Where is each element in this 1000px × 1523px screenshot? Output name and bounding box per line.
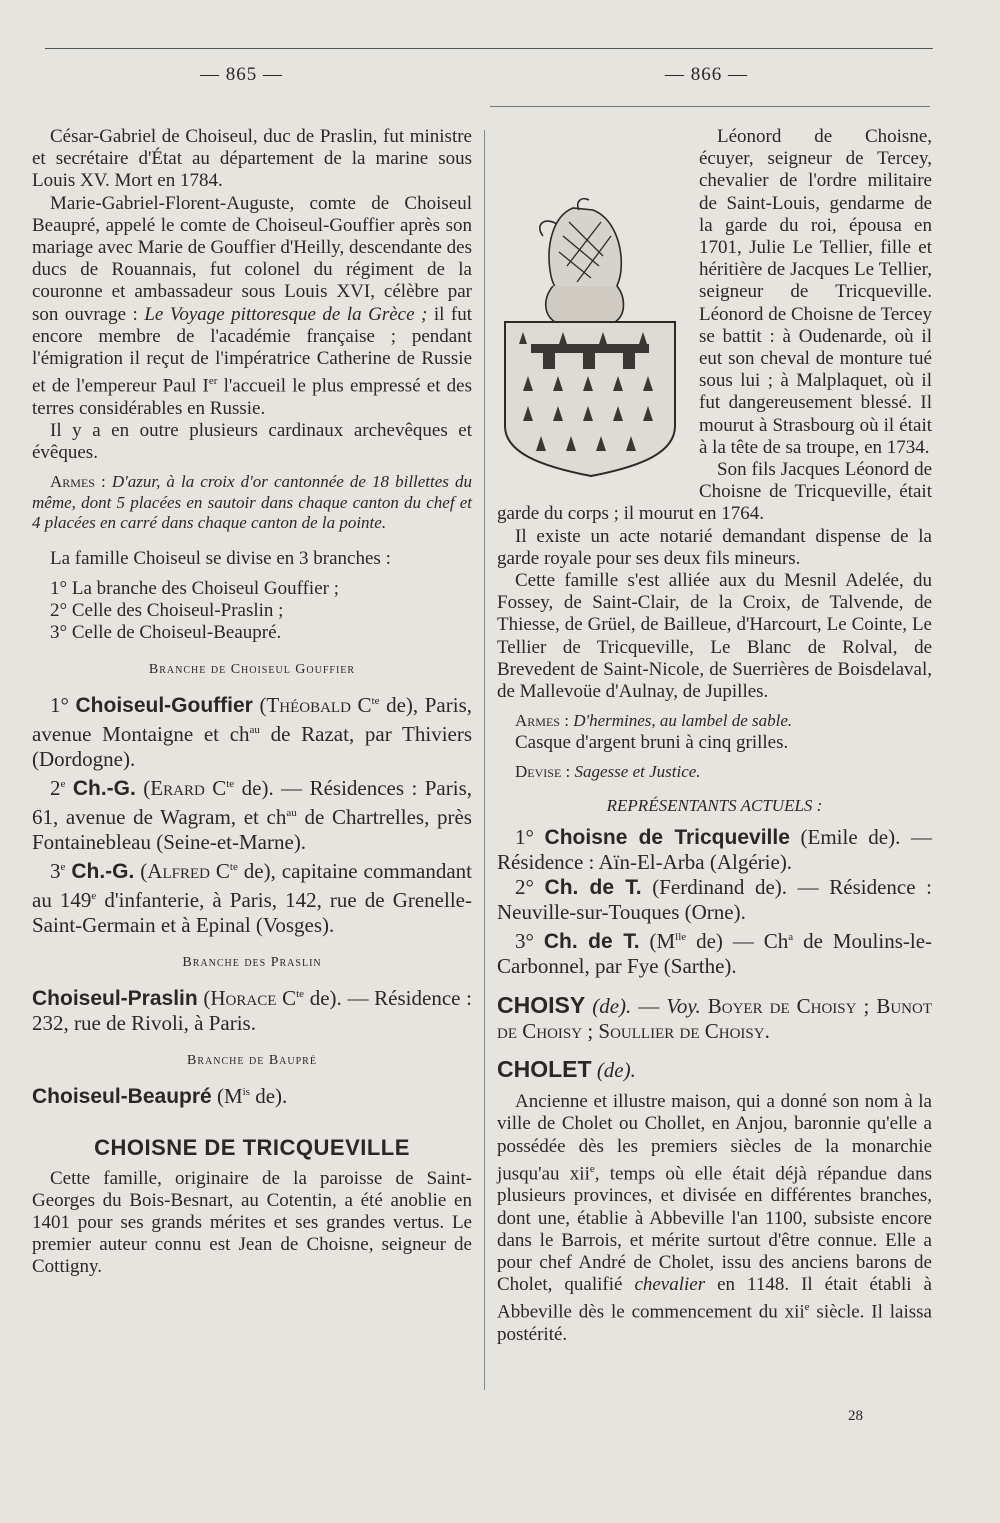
left-page-number: — 865 —: [200, 64, 283, 85]
paragraph: Marie-Gabriel-Florent-Auguste, comte de Choiseul Beaupré, appelé le comte de Choiseul-Gouffier après son mariage avec Marie de Gouffier d'Heilly, descendante des ducs de Rouannais, fut colonel du régiment de la couronne et ambassadeur sous Louis XVI, célèbre par son ouvrage : Le Voyage pittoresque de la Grèce ; il fut encore membre de l'académie française ; pendant l'émigration il reçut de l'impératrice Catherine de Russie et de l'empereur Paul Ier l'accueil le plus empressé et des terres considérables en Russie.: [32, 192, 473, 419]
paragraph: Léonord de Choisne, écuyer, seigneur de Tercey, chevalier de l'ordre militaire de Saint-Louis, gendarme de la garde du roi, épousa en 1701, Julie Le Tellier, fille et héritière de Jacques Le Tellier, seigneur de Tricqueville. Léonord de Choisne de Tercey se battit : à Oudenarde, où il eut son cheval de monture tué sous lui ; à Malplaquet, où il fut dangereusement blessé. Il mourut à Strasbourg où il était à la tête de sa troupe, en 1734.: [699, 126, 932, 458]
choisy-entry: CHOISY (de). — Voy. Boyer de Choisy ; Bunot de Choisy ; Soullier de Choisy.: [497, 991, 932, 1043]
paragraph: La famille Choiseul se divise en 3 branches :: [50, 547, 391, 569]
paragraph: Il y a en outre plusieurs cardinaux archevêques et évêques.: [32, 419, 472, 464]
entry: 3e Ch.-G. (Alfred $C^{te}$ de), capitaine commandant au 149e d'infanterie, à Paris, 142, rue de Grenelle-Saint-Germain et à Epinal (Vosges).: [32, 858, 473, 937]
paragraph: Il existe un acte notarié demandant dispense de la garde royale pour ses deux fils mineurs.: [497, 525, 932, 569]
entry: Choiseul-Beaupré ($M^{is}$ de).: [32, 1084, 288, 1109]
entry: 1° Choisne de Tricqueville (Emile de). — Résidence : Aïn-El-Arba (Algérie).: [497, 824, 932, 874]
list-item: 2° Celle des Choiseul-Praslin ;: [50, 600, 284, 622]
list-item: 1° La branche des Choiseul Gouffier ;: [50, 578, 339, 600]
entry: 3° Ch. de T. ($M^{lle}$ de) — Ch$^a$ de Moulins-le-Carbonnel, par Fye (Sarthe).: [497, 928, 933, 978]
entry: Choiseul-Praslin (Horace $C^{te}$ de). — Résidence : 232, rue de Rivoli, à Paris.: [32, 986, 472, 1036]
section-title: CHOISNE DE TRICQUEVILLE: [94, 1135, 410, 1161]
paragraph: Son fils Jacques Léonord de Choisne de Tricqueville, était garde du corps ; il mourut en 1764.: [497, 459, 932, 525]
left-column: [32, 126, 472, 1279]
armes-paragraph: Armes : D'azur, à la croix d'or cantonnée de 18 billettes du même, dont 5 placées en sautoir dans chaque canton du chef et 4 placées en carré dans chaque canton de la pointe.: [32, 472, 472, 533]
entry: 2e Ch.-G. (Erard $C^{te}$ de). — Résidences : Paris, 61, avenue de Wagram, et $ch^{au}$ de Chartrelles, près Fontainebleau (Seine-et-Marne).: [32, 775, 473, 854]
paragraph: César-Gabriel de Choiseul, duc de Praslin, fut ministre et secrétaire d'État au département de la marine sous Louis XV. Mort en 1784.: [32, 126, 472, 192]
paragraph: Ancienne et illustre maison, qui a donné son nom à la ville de Cholet ou Chollet, en Anjou, baronnie qu'elle a possédée dès les premiers siècles de la monarchie jusqu'au xii$^e$, temps où elle était déjà répandue dans plusieurs provinces, et divisée en différentes branches, dont une, établie à Abbeville l'an 1100, subsiste encore dans le Barrois, et mérite surtout d'être connue. Elle a pour chef André de Cholet, issu des anciens barons de Cholet, qualifié chevalier en 1148. Il était établi à Abbeville dès le commencement du xii$^e$ siècle. Il laissa postérité.: [497, 1091, 932, 1345]
list-item: 3° Celle de Choiseul-Beaupré.: [50, 622, 282, 644]
devise-paragraph: Devise : Sagesse et Justice.: [515, 761, 701, 781]
footer-page-number: 28: [848, 1408, 863, 1424]
paragraph: Cette famille s'est alliée aux du Mesnil Adelée, du Fossey, de Saint-Clair, de la Croix, de Talvende, de Thiesse, de Grüel, de Bailleue, d'Harcourt, Le Cointe, Le Tellier de Tricqueville, Le Blanc de Rolval, de Brevedent de Saint-Nicole, de Suerrières de Boisdelaval, de Mallevoüe d'Aulnay, de Jupilles.: [497, 570, 932, 703]
header-rule: [490, 106, 930, 107]
armes-paragraph: Armes : D'hermines, au lambel de sable.: [515, 711, 793, 731]
right-page-number: — 866 —: [665, 64, 748, 85]
top-rule: [45, 48, 933, 49]
entry: 2° Ch. de T. (Ferdinand de). — Résidence : Neuville-sur-Touques (Orne).: [497, 874, 933, 924]
branch-heading: Branche de Choiseul Gouffier: [148, 661, 356, 677]
branch-heading: Branche de Baupré: [187, 1053, 317, 1069]
entry: 1° Choiseul-Gouffier (Théobald $C^{te}$ de), Paris, avenue Montaigne et $ch^{au}$ de Razat, par Thiviers (Dordogne).: [32, 692, 473, 771]
right-column: [497, 126, 932, 1346]
paragraph: Cette famille, originaire de la paroisse de Saint-Georges du Bois-Besnart, au Cotentin, a été anoblie en 1401 pour ses grands mérites et ses grandes vertus. Le premier auteur connu est Jean de Choisne, seigneur de Cottigny.: [32, 1167, 472, 1278]
coat-of-arms-image: [483, 126, 693, 478]
branch-heading: Branche des Praslin: [182, 954, 322, 970]
paragraph: Casque d'argent bruni à cinq grilles.: [515, 731, 789, 753]
representants-heading: REPRÉSENTANTS ACTUELS :: [606, 796, 823, 816]
cholet-heading: CHOLET (de).: [497, 1055, 636, 1082]
